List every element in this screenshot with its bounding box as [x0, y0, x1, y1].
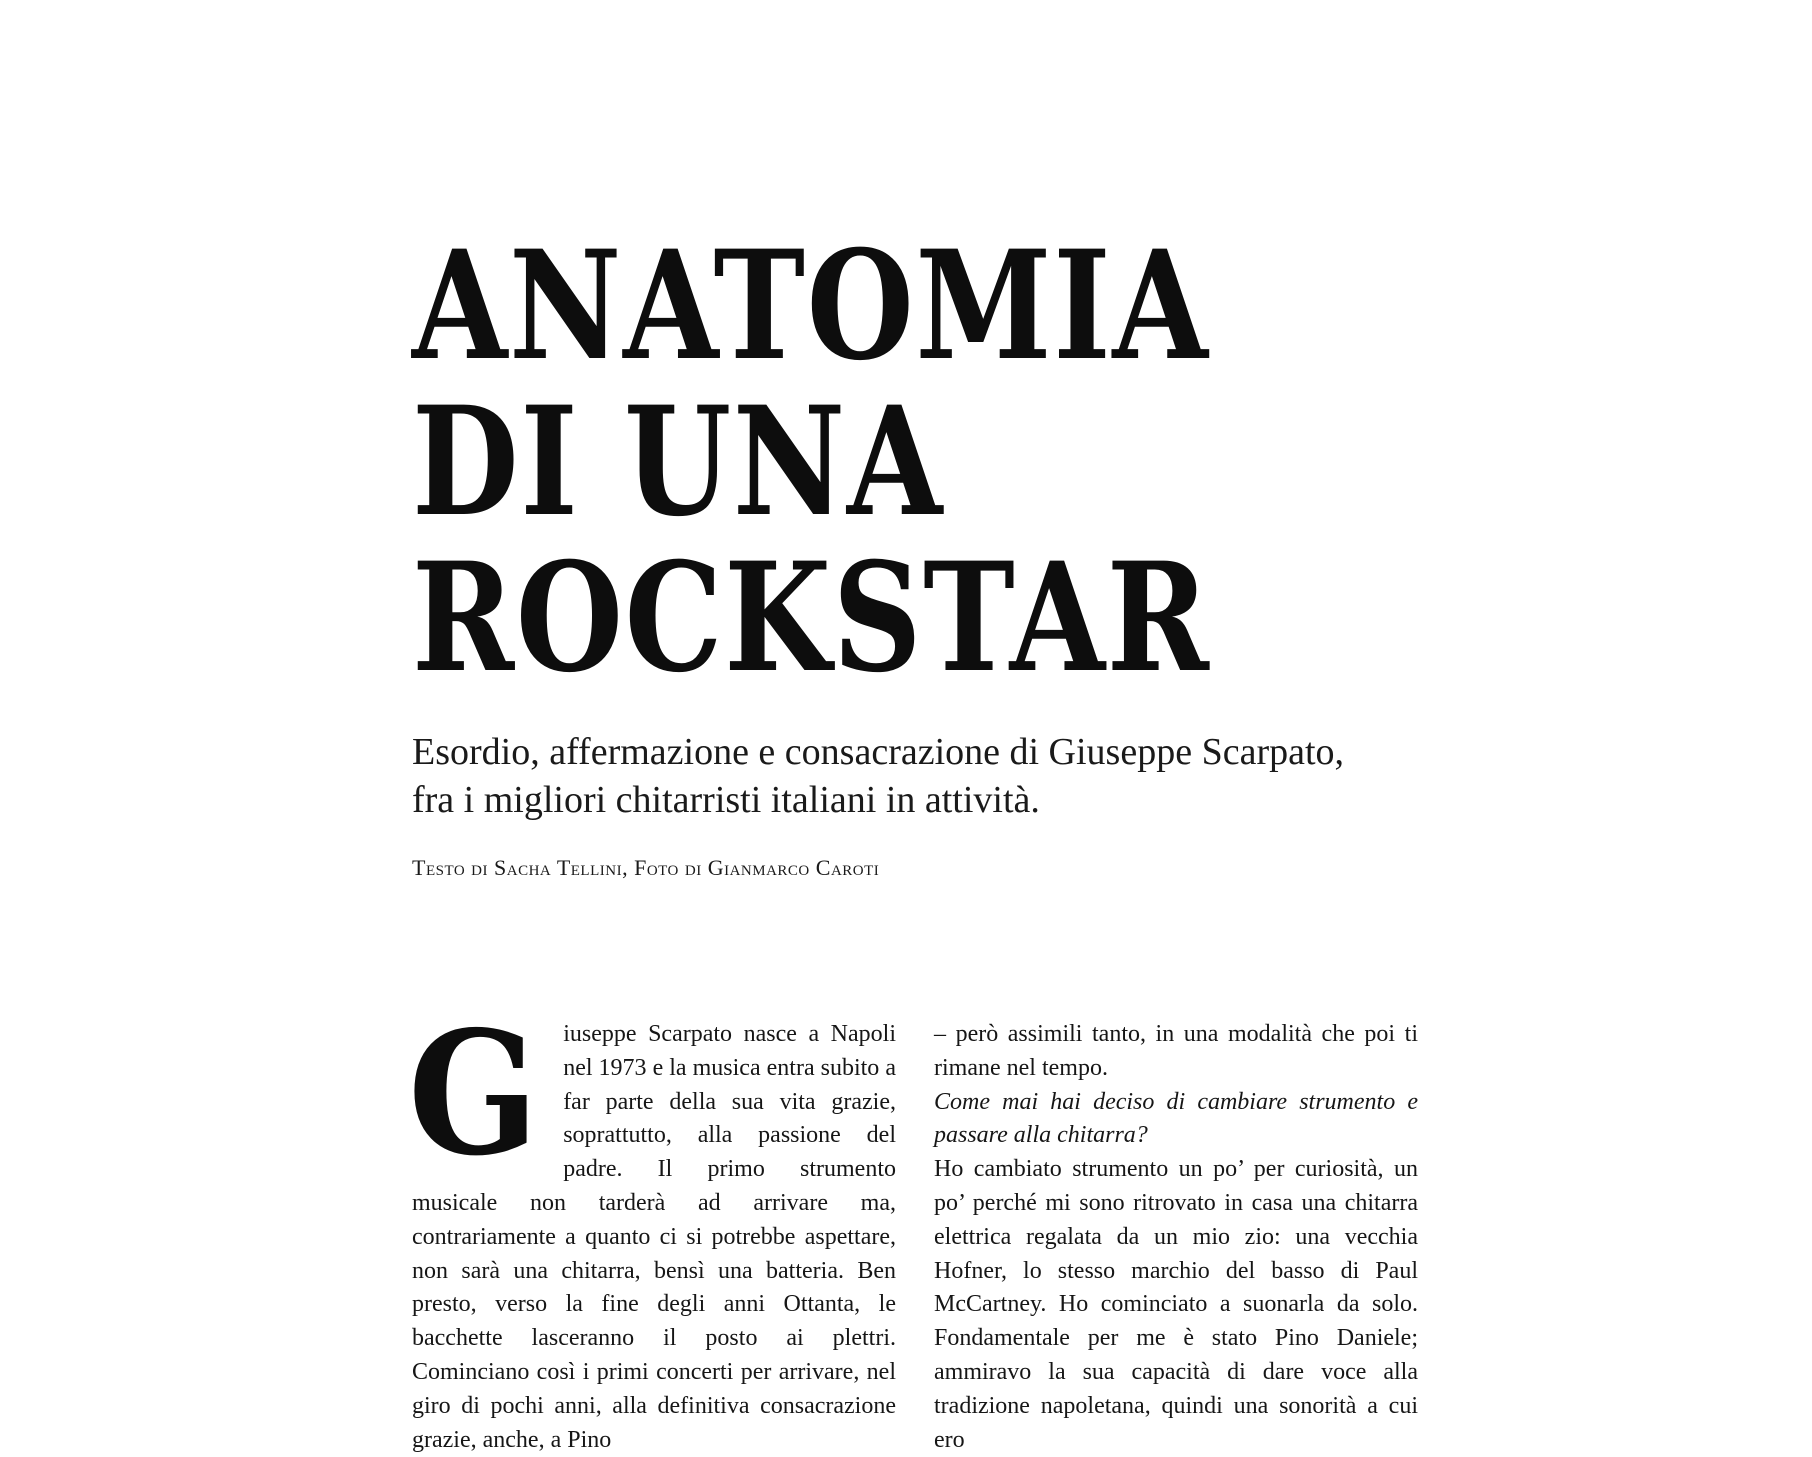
title-line-3: ROCKSTAR [412, 530, 1211, 706]
body-paragraph-left [408, 994, 896, 1457]
article-credits: Testo di Sacha Tellini, Foto di Gianmarco Caroti [412, 855, 880, 880]
article-title [412, 218, 1211, 706]
body-column-right [934, 1018, 1418, 1457]
left-paragraph-text: iuseppe Scarpato nasce a Napoli nel 1973 e la musica entra subito a far parte della sua vita grazie, soprattutto, alla passione del padre. Il primo strumento musicale non tarderà ad arrivare ma, contrariamente a quanto ci si potrebbe aspettare, non sarà una chitarra, bensì una batteria. Ben presto, verso la fine degli anni Ottanta, le bacchette lasceranno il posto ai plettri. Cominciano così i primi concerti per arrivare, nel giro di pochi anni, alla definitiva consacrazione grazie, anche, a Pino [412, 1021, 896, 1453]
body-column-left [408, 994, 896, 1457]
article-subtitle: Esordio, affermazione e consacrazione di Giuseppe Scarpato, fra i migliori chitarristi italiani in attività. [412, 731, 1345, 821]
right-paragraph-2: Ho cambiato strumento un po’ per curiosità, un po’ perché mi sono ritrovato in casa una chitarra elettrica regalata da un mio zio: una vecchia Hofner, lo stesso marchio del basso di Paul McCartney. Ho cominciato a suonarla da solo. Fondamentale per me è stato Pino Daniele; ammiravo la sua capacità di dare voce alla tradizione napoletana, quindi una sonorità a cui ero [934, 1156, 1418, 1453]
drop-cap: G [408, 994, 539, 1194]
interview-question: Come mai hai deciso di cambiare strumento e passare alla chitarra? [934, 1088, 1418, 1149]
title-line-2: DI UNA [412, 374, 945, 550]
title-line-1: ANATOMIA [412, 218, 1210, 394]
right-paragraph-1: – però assimili tanto, in una modalità che poi ti rimane nel tempo. [934, 1021, 1418, 1081]
